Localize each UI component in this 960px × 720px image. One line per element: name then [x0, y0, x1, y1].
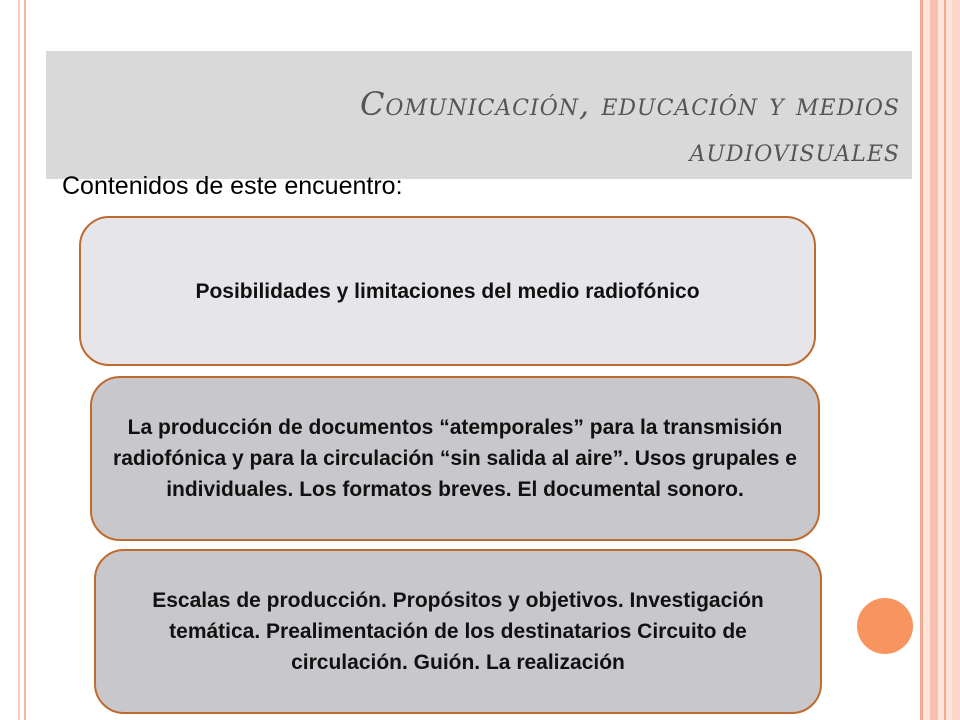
content-card-1	[79, 216, 816, 366]
content-card-text: Escalas de producción. Propósitos y objetivos. Investigación temática. Prealimentación de los destinatarios Circuito de circulación. Guión. La realización	[152, 589, 764, 674]
content-card-text: Posibilidades y limitaciones del medio radiofónico	[195, 279, 700, 303]
title-bar	[46, 51, 912, 179]
slide-title: Comunicación, educación y medios audiovisuales	[359, 85, 900, 169]
content-card-text: La producción de documentos “atemporales” para la transmisión radiofónica y para la circulación “sin salida al aire”. Usos grupales e individuales. Los formatos breves. El documental sonoro.	[113, 416, 797, 501]
stripe	[930, 0, 938, 720]
decorative-orange-circle	[857, 598, 913, 654]
right-decorative-stripes	[920, 0, 960, 720]
content-card-2	[90, 376, 820, 541]
stripe	[952, 0, 960, 720]
slide-subtitle: Contenidos de este encuentro:	[62, 172, 403, 200]
left-frame-border	[0, 0, 26, 720]
stripe	[944, 0, 946, 720]
stripe	[920, 0, 923, 720]
content-card-3	[94, 549, 822, 714]
